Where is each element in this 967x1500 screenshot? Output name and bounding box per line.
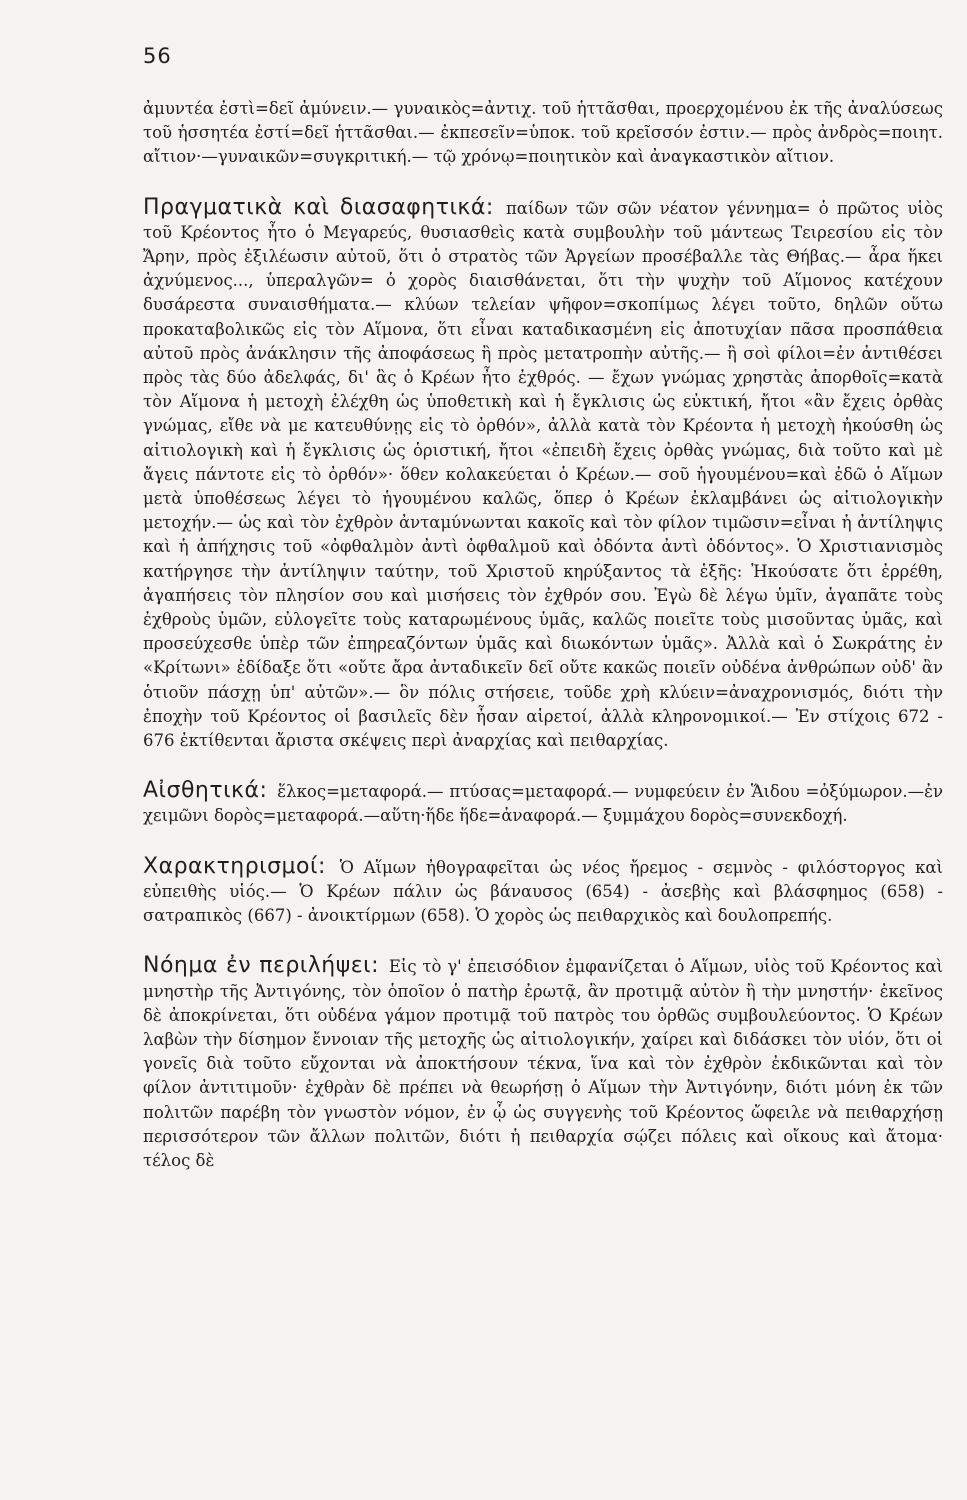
section-heading: Νόημα ἐν περιλήψει: — [143, 953, 379, 979]
section-heading: Χαρακτηρισμοί: — [143, 853, 326, 879]
section-aisthitika — [143, 779, 943, 828]
section-text: Ὁ Αἵμων ἠθογραφεῖται ὡς νέος ἤρεμος - σεμνὸς - φιλόστοργος καὶ εὐπειθὴς υἱός.— Ὁ Κρέων πάλιν ὡς βάναυσος (654) - ἀσεβὴς καὶ βλάσφημος (658) - σατραπικὸς (667) - ἀνοικτίρμων (658). Ὁ χορὸς ὡς πειθαρχικὸς καὶ δουλοπρεπής. — [143, 857, 944, 926]
section-heading: Πραγματικὰ καὶ διασαφητικά: — [143, 194, 494, 220]
page-content — [143, 97, 943, 1173]
intro-paragraph: ἀμυντέα ἐστὶ=δεῖ ἀμύνειν.— γυναικὸς=ἀντιχ. τοῦ ἡττᾶσθαι, προερχομένου ἐκ τῆς ἀναλύσεως τοῦ ἡσσητέα ἐστί=δεῖ ἡττᾶσθαι.— ἐκπεσεῖν=ὑποκ. τοῦ κρεῖσσόν ἐστιν.— πρὸς ἀνδρὸς=ποιητ. αἴτιον·—γυναικῶν=συγκριτική.— τῷ χρόνῳ=ποιητικὸν καὶ ἀναγκαστικὸν αἴτιον. — [143, 99, 943, 167]
section-text: ἕλκος=μεταφορά.— πτύσας=μεταφορά.— νυμφεύειν ἐν Ἅιδου =ὀξύμωρον.—ἐν χειμῶνι δορὸς=μεταφορά.—αὕτη·ἥδε ἥδε=ἀναφορά.— ξυμμάχου δορὸς=συνεκδοχή. — [143, 782, 944, 826]
section-charaktirismoi — [143, 855, 943, 929]
section-noima — [143, 954, 943, 1173]
page-number: 56 — [143, 44, 172, 68]
section-heading: Αἰσθητικά: — [143, 778, 268, 804]
section-text: παίδων τῶν σῶν νέατον γέννημα= ὁ πρῶτος υἱὸς τοῦ Κρέοντος ἦτο ὁ Μεγαρεύς, θυσιασθεὶς κατὰ συμβουλὴν τοῦ μάντεως Τειρεσίου εἰς τὸν Ἄρην, πρὸς ἐξιλέωσιν αὐτοῦ, ὅτι ὁ στρατὸς τῶν Ἀργείων προσέβαλλε τὰς Θήβας.— ἆρα ἥκει ἀχνύμενος..., ὑπεραλγῶν= ὁ χορὸς διαισθάνεται, ὅτι τὴν ψυχὴν τοῦ Αἵμονος κατέχουν δυσάρεστα συναισθήματα.— κλύων τελείαν ψῆφον=σκοπίμως λέγει τοῦτο, δηλῶν οὕτω προκαταβολικῶς εἰς τὸν Αἵμονα, ὅτι εἶναι καταδικασμένη εἰς ἀποτυχίαν πᾶσα προσπάθεια αὐτοῦ πρὸς ἀνάκλησιν τῆς ἀποφάσεως ἢ πρὸς μετατροπὴν αὐτῆς.— ἢ σοὶ φίλοι=ἐν ἀντιθέσει πρὸς τὰς δύο ἀδελφάς, δι' ἃς ὁ Κρέων ἦτο ἐχθρός. — ἔχων γνώμας χρηστὰς ἀπορθοῖς=κατὰ τὸν Αἵμονα ἡ μετοχὴ ἐλέχθη ὡς ὑποθετικὴ καὶ ἡ ἔγκλισις ὡς εὐκτική, ἤτοι «ἂν ἔχεις ὀρθὰς γνώμας, εἴθε νὰ με κατευθύνῃς εἰς τὸ ὀρθόν», ἀλλὰ κατὰ τὸν Κρέοντα ἡ μετοχὴ ἠκούσθη ὡς αἰτιολογικὴ καὶ ἡ ἔγκλισις ὡς ὁριστική, ἤτοι «ἐπειδὴ ἔχεις ὀρθὰς γνώμας, διὰ τοῦτο καὶ μὲ ἄγεις πάντοτε εἰς τὸ ὀρθόν»· ὅθεν κολακεύεται ὁ Κρέων.— σοῦ ἡγουμένου=καὶ ἐδῶ ὁ Αἵμων μετὰ ὑποθέσεως λέγει τὸ ἡγουμένου καλῶς, ὅπερ ὁ Κρέων ἐκλαμβάνει ὡς αἰτιολογικὴν μετοχήν.— ὡς καὶ τὸν ἐχθρὸν ἀνταμύνωνται κακοῖς καὶ τὸν φίλον τιμῶσιν=εἶναι ἡ ἀντίληψις καὶ ἡ ἀπήχησις τοῦ «ὀφθαλμὸν ἀντὶ ὀφθαλμοῦ καὶ ὀδόντα ἀντὶ ὀδόντος». Ὁ Χριστιανισμὸς κατήργησε τὴν ἀντίληψιν ταύτην, τοῦ Χριστοῦ κηρύξαντος τὰ ἑξῆς: Ἠκούσατε ὅτι ἐρρέθη, ἀγαπήσεις τὸν πλησίον σου καὶ μισήσεις τὸν ἐχθρόν σου. Ἐγὼ δὲ λέγω ὑμῖν, ἀγαπᾶτε τοὺς ἐχθροὺς ὑμῶν, εὐλογεῖτε τοὺς καταρωμένους ὑμᾶς, καλῶς ποιεῖτε τοὺς μισοῦντας ὑμᾶς, καὶ προσεύχεσθε ὑπὲρ τῶν ἐπηρεαζόντων ὑμᾶς καὶ διωκόντων ὑμᾶς». Ἀλλὰ καὶ ὁ Σωκράτης ἐν «Κρίτωνι» ἐδίδαξε ὅτι «οὔτε ἄρα ἀνταδικεῖν δεῖ οὔτε κακῶς ποιεῖν οὐδένα ἀνθρώπων οὐδ' ἂν ὁτιοῦν πάσχῃ ὑπ' αὐτῶν».— ὃν πόλις στήσειε, τοῦδε χρὴ κλύειν=ἀναχρονισμός, διότι τὴν ἐποχὴν τοῦ Κρέοντος οἱ βασιλεῖς δὲν ἦσαν αἱρετοί, ἀλλὰ κληρονομικοί.— Ἐν στίχοις 672 - 676 ἐκτίθενται ἄριστα σκέψεις περὶ ἀναρχίας καὶ πειθαρχίας. — [143, 198, 943, 751]
section-text: Εἰς τὸ γ' ἐπεισόδιον ἐμφανίζεται ὁ Αἵμων, υἱὸς τοῦ Κρέοντος καὶ μνηστὴρ τῆς Ἀντιγόνης, τὸν ὁποῖον ὁ πατὴρ ἐρωτᾷ, ἂν προτιμᾷ αὐτὸν ἢ τὴν μνηστήν· ἐκεῖνος δὲ ἀποκρίνεται, ὅτι οὐδένα γάμον προτιμᾷ τοῦ πατρὸς του ὀρθῶς συμβουλεύοντος. Ὁ Κρέων λαβὼν τὴν δίσημον ἔννοιαν τῆς μετοχῆς ὡς αἰτιολογικήν, χαίρει καὶ διδάσκει τὸν υἱόν, ὅτι οἱ γονεῖς διὰ τοῦτο εὔχονται νὰ ἀποκτήσουν τέκνα, ἵνα καὶ τὸν ἐχθρὸν ἐκδικῶνται καὶ τὸν φίλον ἀντιτιμοῦν· ἐχθρὰν δὲ πρέπει νὰ θεωρήσῃ ὁ Αἵμων τὴν Ἀντιγόνην, διότι μόνη ἐκ τῶν πολιτῶν παρέβη τὸν γνωστὸν νόμον, ἐν ᾧ ὡς συγγενὴς τοῦ Κρέοντος ὤφειλε νὰ πειθαρχήσῃ περισσότερον τῶν ἄλλων πολιτῶν, διότι ἡ πειθαρχία σῴζει πόλεις καὶ οἴκους καὶ ἄτομα· τέλος δὲ — [143, 957, 943, 1170]
section-pragmatika — [143, 196, 943, 754]
